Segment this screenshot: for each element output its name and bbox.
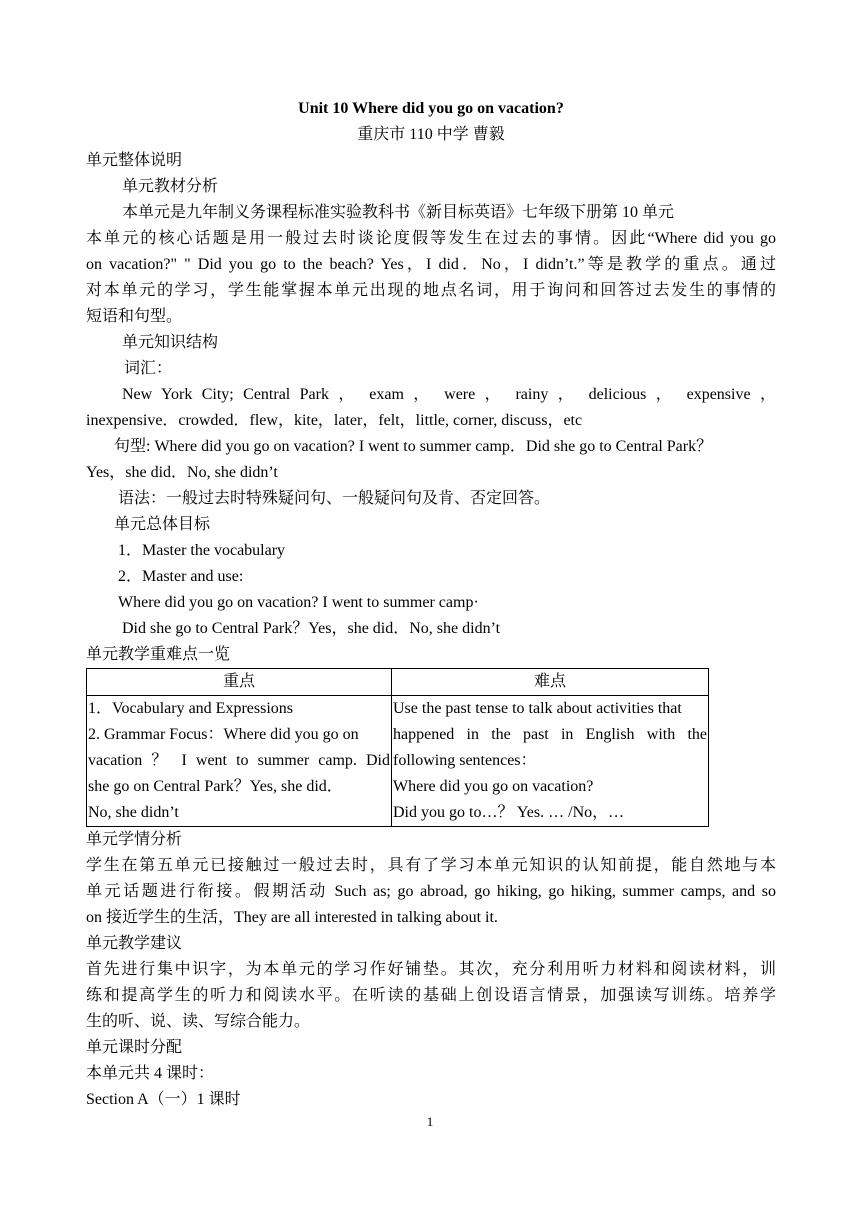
overview-heading: 单元整体说明	[86, 152, 183, 169]
table-row	[87, 696, 709, 827]
advice-line: 首先进行集中识字，为本单元的学习作好铺垫。其次，充分利用听力材料和阅读材料，训	[86, 961, 776, 978]
analysis-line: on vacation?" " Did you go to the beach? Yes，I did．No，I didn’t.”等是教学的重点。通过	[86, 256, 776, 273]
goal-item: Did she go to Central Park？Yes，she did．No, she didn’t	[122, 620, 501, 637]
page-number: 1	[426, 1114, 434, 1129]
goal-item: 1．Master the vocabulary	[118, 542, 286, 559]
hours-total: 本单元共 4 课时：	[86, 1065, 215, 1082]
col-difficulties: 难点	[392, 669, 709, 696]
learner-heading: 单元学情分析	[86, 831, 183, 848]
col-key-points: 重点	[87, 669, 392, 696]
advice-heading: 单元教学建议	[86, 935, 183, 952]
difficulty-line: Use the past tense to talk about activities that	[393, 700, 682, 717]
analysis-line: 本单元是九年制义务课程标准实验教科书《新目标英语》七年级下册第 10 单元	[122, 204, 675, 221]
table-heading: 单元教学重难点一览	[86, 646, 231, 663]
advice-line: 练和提高学生的听力和阅读水平。在听读的基础上创设语言情景，加强读写训练。培养学	[86, 987, 776, 1004]
author-line: 重庆市 110 中学 曹毅	[357, 126, 505, 143]
hours-heading: 单元课时分配	[86, 1039, 183, 1056]
vocab-line: inexpensive．crowded．flew，kite，later，felt，little, corner, discuss，etc	[86, 412, 583, 429]
learner-line: 学生在第五单元已接触过一般过去时，具有了学习本单元知识的认知前提，能自然地与本	[86, 857, 776, 874]
goals-heading: 单元总体目标	[114, 516, 211, 533]
key-points-cell	[87, 696, 392, 827]
analysis-line: 短语和句型。	[86, 308, 183, 325]
hours-first-section: Section A（一）1 课时	[86, 1091, 241, 1108]
goal-item: 2．Master and use:	[118, 568, 244, 585]
key-point-line: No, she didn’t	[88, 804, 179, 821]
difficulty-line: Where did you go on vacation?	[393, 778, 594, 795]
document-page	[86, 96, 776, 1113]
vocab-line: New York City; Central Park ， exam ， were ， rainy ， delicious ， expensive ，	[122, 386, 776, 403]
structure-heading: 单元知识结构	[122, 334, 219, 351]
key-point-line: she go on Central Park？Yes, she did．	[88, 778, 343, 795]
vocab-label: 词汇：	[124, 360, 173, 377]
table-header-row	[87, 669, 709, 696]
difficulties-cell	[392, 696, 709, 827]
difficulty-line: Did you go to…？ Yes. … /No，…	[393, 804, 625, 821]
goal-item: Where did you go on vacation? I went to summer camp·	[118, 594, 479, 611]
pattern-line: Yes，she did．No, she didn’t	[86, 464, 278, 481]
key-point-line: 2. Grammar Focus：Where did you go on	[88, 726, 359, 743]
difficulty-line: happened in the past in English with the	[393, 726, 707, 743]
analysis-line: 本单元的核心话题是用一般过去时谈论度假等发生在过去的事情。因此“Where did you go	[86, 230, 776, 247]
analysis-heading: 单元教材分析	[122, 178, 219, 195]
learner-line: on 接近学生的生活，They are all interested in talking about it.	[86, 909, 498, 926]
grammar-line: 语法：一般过去时特殊疑问句、一般疑问句及肯、否定回答。	[118, 490, 551, 507]
pattern-line: 句型: Where did you go on vacation? I went to summer camp．Did she go to Central Park？	[114, 438, 713, 455]
key-point-line: 1．Vocabulary and Expressions	[88, 700, 294, 717]
advice-line: 生的听、说、读、写综合能力。	[86, 1013, 311, 1030]
key-point-line: vacation ？ I went to summer camp. Did	[88, 752, 390, 769]
document-title: Unit 10 Where did you go on vacation?	[298, 100, 564, 117]
focus-difficulty-table	[86, 668, 709, 827]
difficulty-line: following sentences：	[393, 752, 537, 769]
learner-line: 单元话题进行衔接。假期活动 Such as; go abroad, go hiking, go hiking, summer camps, and so	[86, 883, 776, 900]
analysis-line: 对本单元的学习，学生能掌握本单元出现的地点名词，用于询问和回答过去发生的事情的	[86, 282, 776, 299]
